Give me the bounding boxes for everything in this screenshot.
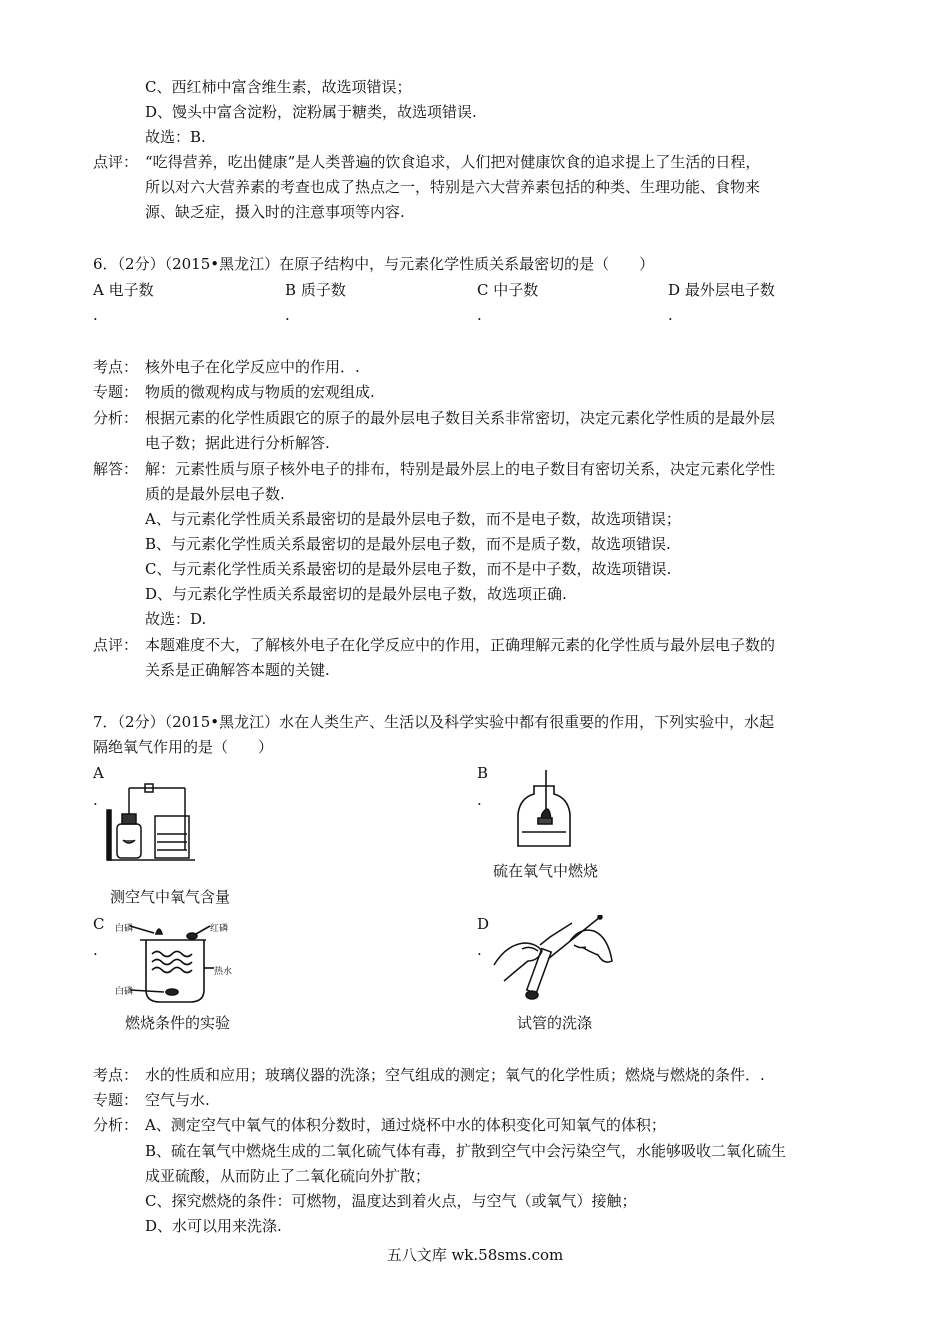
q7-option-a-letter: A bbox=[93, 764, 104, 782]
q7-kaodian: 水的性质和应用；玻璃仪器的洗涤；空气组成的测定；氧气的化学性质；燃烧与燃烧的条件．. bbox=[145, 1066, 765, 1084]
q6-jieda-line: 解：元素性质与原子核外电子的排布，特别是最外层上的电子数目有密切关系，决定元素化学性 bbox=[145, 460, 776, 478]
q7-fenxi-line: B、硫在氧气中燃烧生成的二氧化硫气体有毒，扩散到空气中会污染空气，水能够吸收二氧化硫生 bbox=[145, 1142, 787, 1160]
option-dot: . bbox=[93, 791, 98, 809]
q6-fenxi-label: 分析： bbox=[93, 409, 139, 427]
q5-review-line: 源、缺乏症，摄入时的注意事项等内容. bbox=[145, 203, 405, 221]
q7-option-a-caption: 测空气中氧气含量 bbox=[110, 888, 231, 906]
q6-option-d bbox=[668, 280, 775, 300]
q6-fenxi-line: 电子数；据此进行分析解答. bbox=[145, 434, 330, 452]
q5-option-c-explanation: C、西红柿中富含维生素，故选项错误； bbox=[145, 78, 412, 96]
q6-zhuanti-label: 专题： bbox=[93, 383, 139, 401]
q7-kaodian-label: 考点： bbox=[93, 1066, 139, 1084]
option-dot: . bbox=[285, 306, 290, 324]
q6-jieda-line: C、与元素化学性质关系最密切的是最外层电子数，而不是中子数，故选项错误. bbox=[145, 560, 672, 578]
q6-zhuanti: 物质的微观构成与物质的宏观组成. bbox=[145, 383, 375, 401]
q6-kaodian: 核外电子在化学反应中的作用．. bbox=[145, 358, 360, 376]
option-dot: . bbox=[477, 941, 482, 959]
q5-review-label: 点评： bbox=[93, 153, 139, 171]
q7-fenxi-line: A、测定空气中氧气的体积分数时，通过烧杯中水的体积变化可知氧气的体积； bbox=[145, 1116, 666, 1134]
q7-option-b-caption: 硫在氧气中燃烧 bbox=[493, 862, 599, 880]
q5-choice: 故选：B. bbox=[145, 128, 206, 146]
q6-kaodian-label: 考点： bbox=[93, 358, 139, 376]
q5-option-d-explanation: D、馒头中富含淀粉，淀粉属于糖类，故选项错误. bbox=[145, 103, 477, 121]
q7-option-d-caption: 试管的洗涤 bbox=[517, 1014, 593, 1032]
q6-jieda-line: D、与元素化学性质关系最密切的是最外层电子数，故选项正确. bbox=[145, 585, 567, 603]
figure-sulfur-burning-bottle bbox=[512, 768, 577, 848]
option-dot: . bbox=[93, 941, 98, 959]
q6-jieda-line: B、与元素化学性质关系最密切的是最外层电子数，而不是质子数，故选项错误. bbox=[145, 535, 671, 553]
fig-c-label-white-p-top: 白磷 bbox=[115, 924, 134, 934]
page-footer: 五八文库 wk.58sms.com bbox=[386, 1246, 564, 1264]
option-letter: B bbox=[285, 281, 297, 299]
figure-test-tube-washing bbox=[492, 915, 617, 1005]
q6-jieda-line: 故选：D. bbox=[145, 610, 207, 628]
option-text: 电子数 bbox=[108, 281, 154, 299]
option-letter: C bbox=[477, 281, 489, 299]
fig-c-label-hot-water: 热水 bbox=[214, 967, 233, 977]
q7-stem-line: 7．（2分）（2015•黑龙江）水在人类生产、生活以及科学实验中都有很重要的作用，下列实验中，水起 bbox=[93, 713, 775, 731]
option-text: 最外层电子数 bbox=[684, 281, 775, 299]
q6-jieda-line: A、与元素化学性质关系最密切的是最外层电子数，而不是电子数，故选项错误； bbox=[145, 510, 681, 528]
q5-review-line: “吃得营养，吃出健康”是人类普遍的饮食追求，人们把对健康饮食的追求提上了生活的日程， bbox=[145, 153, 761, 171]
option-letter: A bbox=[93, 281, 104, 299]
q7-stem-line: 隔绝氧气作用的是（ ） bbox=[93, 738, 274, 756]
q7-option-b-letter: B bbox=[477, 764, 489, 782]
q6-option-a bbox=[93, 280, 154, 300]
q6-review-line: 本题难度不大，了解核外电子在化学反应中的作用，正确理解元素的化学性质与最外层电子数的 bbox=[145, 636, 776, 654]
option-text: 质子数 bbox=[300, 281, 346, 299]
q6-stem: 6．（2分）（2015•黑龙江）在原子结构中，与元素化学性质关系最密切的是（ ） bbox=[93, 255, 655, 273]
option-dot: . bbox=[477, 791, 482, 809]
q7-zhuanti: 空气与水. bbox=[145, 1091, 210, 1109]
q7-fenxi-label: 分析： bbox=[93, 1116, 139, 1134]
q5-review-line: 所以对六大营养素的考查也成了热点之一，特别是六大营养素包括的种类、生理功能、食物来 bbox=[145, 178, 761, 196]
option-text: 中子数 bbox=[493, 281, 539, 299]
fig-c-label-red-p: 红磷 bbox=[210, 924, 229, 934]
q6-option-b bbox=[285, 280, 346, 300]
figure-air-oxygen-apparatus bbox=[105, 780, 200, 865]
q7-fenxi-line: 成亚硫酸，从而防止了二氧化硫向外扩散； bbox=[145, 1167, 431, 1185]
q6-review-label: 点评： bbox=[93, 636, 139, 654]
q7-zhuanti-label: 专题： bbox=[93, 1091, 139, 1109]
option-dot: . bbox=[477, 306, 482, 324]
option-dot: . bbox=[93, 306, 98, 324]
q6-jieda-line: 质的是最外层电子数. bbox=[145, 485, 285, 503]
q7-option-c-letter: C bbox=[93, 915, 105, 933]
q7-option-c-caption: 燃烧条件的实验 bbox=[125, 1014, 231, 1032]
option-letter: D bbox=[668, 281, 681, 299]
q6-fenxi-line: 根据元素的化学性质跟它的原子的最外层电子数目关系非常密切，决定元素化学性质的是最外层 bbox=[145, 409, 776, 427]
q6-option-c bbox=[477, 280, 538, 300]
q7-option-d-letter: D bbox=[477, 915, 490, 933]
q6-jieda-label: 解答： bbox=[93, 460, 139, 478]
q6-review-line: 关系是正确解答本题的关键. bbox=[145, 661, 330, 679]
q7-fenxi-line: C、探究燃烧的条件：可燃物，温度达到着火点，与空气（或氧气）接触； bbox=[145, 1192, 637, 1210]
q7-fenxi-line: D、水可以用来洗涤. bbox=[145, 1217, 282, 1235]
option-dot: . bbox=[668, 306, 673, 324]
fig-c-label-white-p-bottom: 白磷 bbox=[115, 987, 134, 997]
